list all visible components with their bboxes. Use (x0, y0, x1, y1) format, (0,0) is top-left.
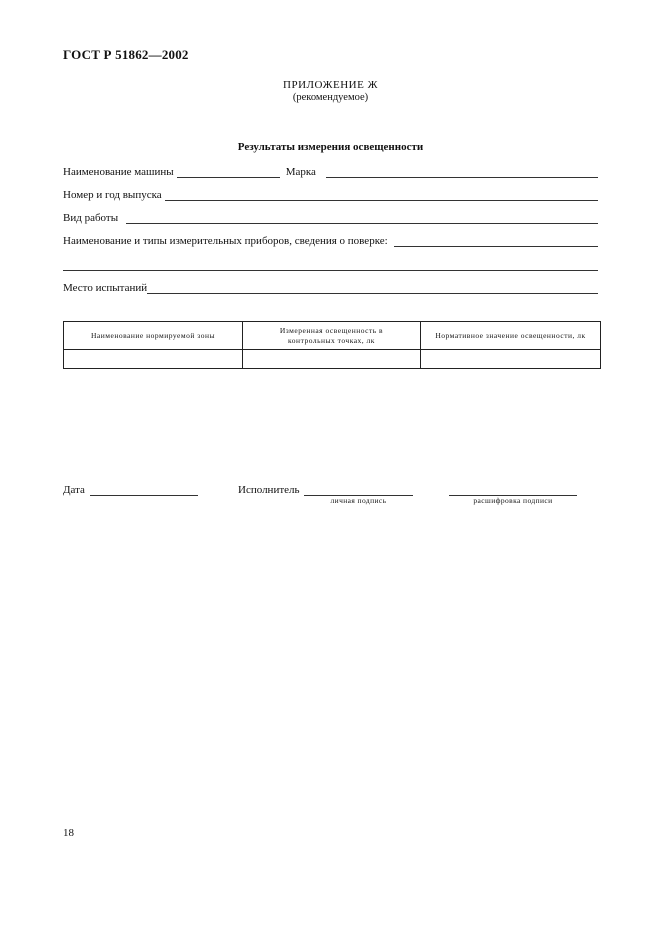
form-title: Результаты измерения освещенности (237, 141, 424, 153)
table-cell (64, 350, 243, 369)
signature-caption: личная подпись (330, 496, 387, 505)
brand-label: Марка (285, 166, 316, 178)
table-cell (243, 350, 421, 369)
decoding-line (449, 485, 577, 496)
field-row-work-type (63, 210, 598, 224)
field-row-instruments (63, 233, 598, 247)
appendix-note: (рекомендуемое) (292, 92, 369, 103)
page-number: 18 (63, 827, 74, 839)
column-header-zone: Наименование нормируемой зоны (64, 322, 243, 350)
decoding-caption: расшифровка подписи (473, 496, 553, 505)
table-row (64, 350, 601, 369)
work-type-line (126, 213, 598, 224)
table-cell (421, 350, 601, 369)
date-label: Дата (63, 484, 85, 496)
column-header-measured: Измеренная освещенность в контрольных точках, лк (243, 322, 421, 350)
executor-label: Исполнитель (238, 484, 300, 496)
column-header-normative: Нормативное значение освещенности, лк (421, 322, 601, 350)
results-table (63, 321, 601, 369)
field-row-machine (63, 164, 598, 178)
work-type-label: Вид работы (63, 212, 119, 224)
brand-line (326, 167, 598, 178)
number-year-line (165, 190, 598, 201)
table-header-row (64, 322, 601, 350)
number-year-label: Номер и год выпуска (63, 189, 162, 201)
appendix-label: ПРИЛОЖЕНИЕ Ж (283, 79, 378, 91)
test-place-line (147, 283, 598, 294)
machine-name-label: Наименование машины (63, 166, 174, 178)
field-row-number-year (63, 187, 598, 201)
signature-line (304, 485, 413, 496)
field-row-test-place (63, 280, 598, 294)
machine-name-line (177, 167, 280, 178)
date-line (90, 485, 198, 496)
field-row-blank (63, 257, 598, 271)
instruments-line (394, 236, 598, 247)
continuation-line (63, 260, 598, 271)
document-code: ГОСТ Р 51862—2002 (63, 47, 189, 62)
instruments-label: Наименование и типы измерительных приборов, сведения о поверке: (63, 235, 388, 247)
test-place-label: Место испытаний (63, 282, 148, 294)
